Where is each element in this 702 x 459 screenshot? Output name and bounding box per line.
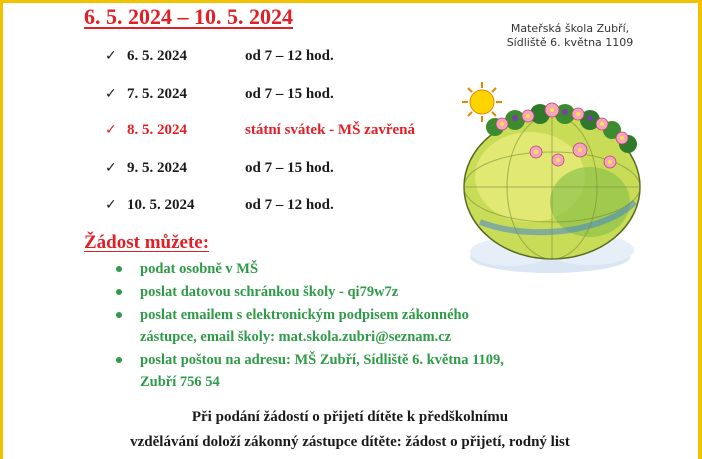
logo-caption (480, 22, 660, 50)
list-item (112, 304, 552, 348)
check-icon: ✓ (105, 48, 117, 64)
page-border-left (0, 0, 3, 459)
list-item (112, 258, 552, 280)
schedule-hours: od 7 – 12 hod. (245, 197, 334, 213)
check-icon: ✓ (105, 197, 117, 213)
schedule-hours: od 7 – 15 hod. (245, 86, 334, 102)
requests-list (112, 258, 552, 394)
schedule-date: 8. 5. 2024 (127, 122, 187, 138)
note-line: Při podání žádostí o přijetí dítěte k předškolnímu (191, 409, 509, 425)
list-item (112, 281, 552, 303)
schedule-date: 10. 5. 2024 (127, 197, 195, 213)
list-item-text: Zubří 756 54 (140, 374, 220, 390)
list-item-text: podat osobně v MŠ (140, 261, 259, 277)
list-item-text: poslat emailem s elektronickým podpisem zákonného (140, 307, 469, 323)
bullet-icon (116, 266, 122, 272)
check-icon: ✓ (105, 160, 117, 176)
bullet-icon (116, 357, 122, 363)
page-border-top (0, 0, 702, 3)
bullet-icon (116, 312, 122, 318)
list-item-text: poslat datovou schránkou školy - qi79w7z (140, 284, 399, 300)
date-range-heading: 6. 5. 2024 – 10. 5. 2024 (84, 4, 293, 29)
logo-caption-line: Sídliště 6. května 1109 (506, 36, 634, 49)
globe-flowers-illustration (440, 52, 700, 280)
schedule-date: 6. 5. 2024 (127, 48, 187, 64)
schedule-hours: od 7 – 15 hod. (245, 160, 334, 176)
schedule-hours: státní svátek - MŠ zavřená (245, 122, 415, 138)
schedule-date: 7. 5. 2024 (127, 86, 187, 102)
admission-note (80, 405, 620, 455)
list-item-text: poslat poštou na adresu: MŠ Zubří, Sídliště 6. května 1109, (140, 352, 504, 368)
requests-heading: Žádost můžete: (84, 232, 210, 253)
list-item (112, 349, 552, 393)
logo-caption-line: Mateřská škola Zubří, (510, 22, 630, 35)
schedule-hours: od 7 – 12 hod. (245, 48, 334, 64)
check-icon: ✓ (105, 86, 117, 102)
schedule-date: 9. 5. 2024 (127, 160, 187, 176)
school-logo (440, 20, 700, 280)
check-icon: ✓ (105, 122, 117, 138)
note-line: vzdělávání doloží zákonný zástupce dítěte: žádost o přijetí, rodný list (130, 434, 570, 450)
list-item-text: zástupce, email školy: mat.skola.zubri@seznam.cz (140, 329, 452, 345)
bullet-icon (116, 289, 122, 295)
